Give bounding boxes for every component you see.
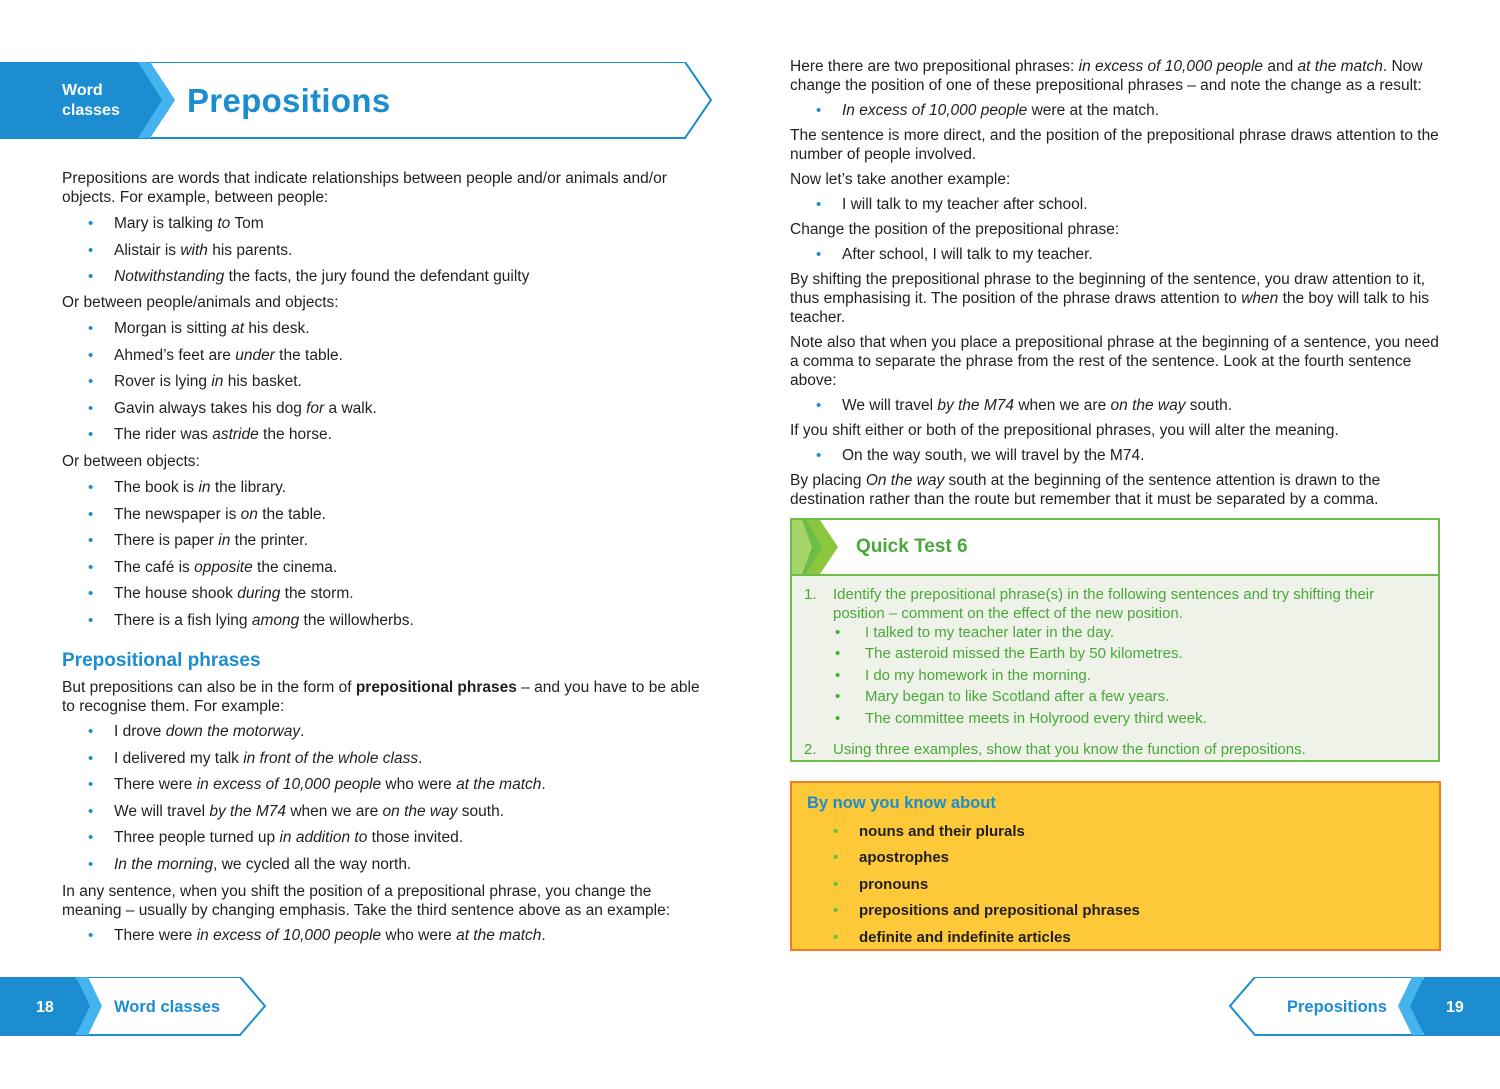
list-item: • Morgan is sitting at his desk. bbox=[62, 319, 377, 338]
quick-test-header bbox=[792, 520, 1438, 576]
footer-right bbox=[1228, 977, 1500, 1044]
list-item: • I will talk to my teacher after school. bbox=[790, 195, 1088, 214]
people-objects-intro: Or between people/animals and objects: bbox=[62, 294, 339, 311]
quick-test-question bbox=[804, 585, 1424, 623]
list-item: • On the way south, we will travel by the M74. bbox=[790, 446, 1144, 465]
list-item: • Gavin always takes his dog for a walk. bbox=[62, 399, 377, 418]
list-item: • apostrophes bbox=[807, 845, 1140, 871]
question-text: Using three examples, show that you know the function of prepositions. bbox=[833, 741, 1306, 758]
question-number: 1. bbox=[804, 586, 817, 603]
list-item: • Mary is talking to Tom bbox=[62, 214, 529, 233]
list-item: • There were in excess of 10,000 people who were at the match. bbox=[62, 926, 546, 945]
list-item: • Notwithstanding the facts, the jury found the defendant guilty bbox=[62, 267, 529, 286]
people-examples-list bbox=[62, 214, 529, 286]
quick-test-box bbox=[790, 518, 1440, 762]
list-item: • Mary began to like Scotland after a few years. bbox=[804, 686, 1207, 707]
list-item: • There were in excess of 10,000 people who were at the match. bbox=[62, 775, 546, 794]
list-item: • Rover is lying in his basket. bbox=[62, 372, 377, 391]
paragraph: The sentence is more direct, and the position of the prepositional phrase draws attention to the number of people involved. bbox=[790, 127, 1439, 163]
list-item: • I do my homework in the morning. bbox=[804, 665, 1207, 686]
list-item: • We will travel by the M74 when we are on the way south. bbox=[62, 802, 546, 821]
paragraph: Change the position of the prepositional phrase: bbox=[790, 221, 1120, 238]
question-text: Identify the prepositional phrase(s) in the following sentences and try shifting their position – comment on the effect of the new position. bbox=[833, 586, 1375, 622]
objects-list bbox=[62, 478, 414, 630]
list-item: • Alistair is with his parents. bbox=[62, 241, 529, 260]
paragraph: By placing On the way south at the beginning of the sentence attention is drawn to the destination rather than the route but remember that it must be separated by a comma. bbox=[790, 472, 1381, 508]
list-item: • prepositions and prepositional phrases bbox=[807, 898, 1140, 924]
list-item: • In the morning, we cycled all the way north. bbox=[62, 855, 546, 874]
phrase-examples-list bbox=[62, 722, 546, 874]
example-list bbox=[790, 446, 1144, 465]
list-item: • I delivered my talk in front of the whole class. bbox=[62, 749, 546, 768]
summary-box bbox=[790, 781, 1441, 951]
example-list bbox=[790, 245, 1093, 264]
list-item: • The committee meets in Holyrood every third week. bbox=[804, 708, 1207, 729]
summary-list bbox=[807, 819, 1140, 951]
list-item: • The house shook during the storm. bbox=[62, 584, 414, 603]
page-number: 19 bbox=[1446, 999, 1464, 1016]
footer-left bbox=[0, 977, 270, 1044]
quick-test-question bbox=[804, 740, 1424, 759]
list-item: • Ahmed’s feet are under the table. bbox=[62, 346, 377, 365]
list-item: • Three people turned up in addition to those invited. bbox=[62, 828, 546, 847]
example-list bbox=[790, 195, 1088, 214]
list-item: • definite and indefinite articles bbox=[807, 925, 1140, 951]
list-item: • I talked to my teacher later in the day. bbox=[804, 622, 1207, 643]
quick-test-sentences bbox=[804, 622, 1207, 729]
section-label: Word classes bbox=[62, 82, 120, 119]
people-objects-list bbox=[62, 319, 377, 444]
paragraph: Note also that when you place a prepositional phrase at the beginning of a sentence, you need a comma to separate the phrase from the rest of the sentence. Look at the fourth sentence above: bbox=[790, 334, 1439, 389]
footer-section-label: Word classes bbox=[114, 998, 221, 1016]
shift-example-list bbox=[62, 926, 546, 945]
phrases-intro: But prepositions can also be in the form of prepositional phrases – and you have to be able to recognise them. For example: bbox=[62, 679, 700, 715]
page-number: 18 bbox=[36, 999, 54, 1016]
list-item: • There is paper in the printer. bbox=[62, 531, 414, 550]
footer-section-label: Prepositions bbox=[1287, 998, 1387, 1016]
objects-intro: Or between objects: bbox=[62, 453, 200, 470]
question-number: 2. bbox=[804, 741, 817, 758]
quick-test-arrow-icon bbox=[792, 520, 842, 574]
list-item: • The café is opposite the cinema. bbox=[62, 558, 414, 577]
section-heading: Prepositional phrases bbox=[62, 650, 261, 671]
list-item: • pronouns bbox=[807, 872, 1140, 898]
list-item: • nouns and their plurals bbox=[807, 819, 1140, 845]
shift-paragraph: In any sentence, when you shift the position of a prepositional phrase, you change the meaning – usually by changing emphasis. Take the third sentence above as an example: bbox=[62, 883, 671, 919]
example-list bbox=[790, 101, 1159, 120]
list-item: • There is a fish lying among the willowherbs. bbox=[62, 611, 414, 630]
paragraph: If you shift either or both of the prepositional phrases, you will alter the meaning. bbox=[790, 422, 1339, 439]
quick-test-title: Quick Test 6 bbox=[856, 536, 968, 557]
list-item: • In excess of 10,000 people were at the match. bbox=[790, 101, 1159, 120]
list-item: • The newspaper is on the table. bbox=[62, 505, 414, 524]
summary-title: By now you know about bbox=[807, 794, 996, 812]
right-page bbox=[750, 0, 1500, 1089]
paragraph: By shifting the prepositional phrase to the beginning of the sentence, you draw attention to it, thus emphasising it. The position of the phrase draws attention to when the boy will talk to his teacher. bbox=[790, 271, 1430, 326]
example-list bbox=[790, 396, 1232, 415]
list-item: • We will travel by the M74 when we are on the way south. bbox=[790, 396, 1232, 415]
paragraph: Here there are two prepositional phrases: in excess of 10,000 people and at the match. Now change the position of one of these prepositional phrases – and note the change as a result: bbox=[790, 58, 1423, 94]
list-item: • I drove down the motorway. bbox=[62, 722, 546, 741]
list-item: • After school, I will talk to my teacher. bbox=[790, 245, 1093, 264]
page-title: Prepositions bbox=[187, 82, 391, 119]
paragraph: Now let’s take another example: bbox=[790, 171, 1011, 188]
list-item: • The rider was astride the horse. bbox=[62, 425, 377, 444]
intro-paragraph: Prepositions are words that indicate relationships between people and/or animals and/or objects. For example, between people: bbox=[62, 170, 667, 206]
list-item: • The book is in the library. bbox=[62, 478, 414, 497]
list-item: • The asteroid missed the Earth by 50 kilometres. bbox=[804, 643, 1207, 664]
